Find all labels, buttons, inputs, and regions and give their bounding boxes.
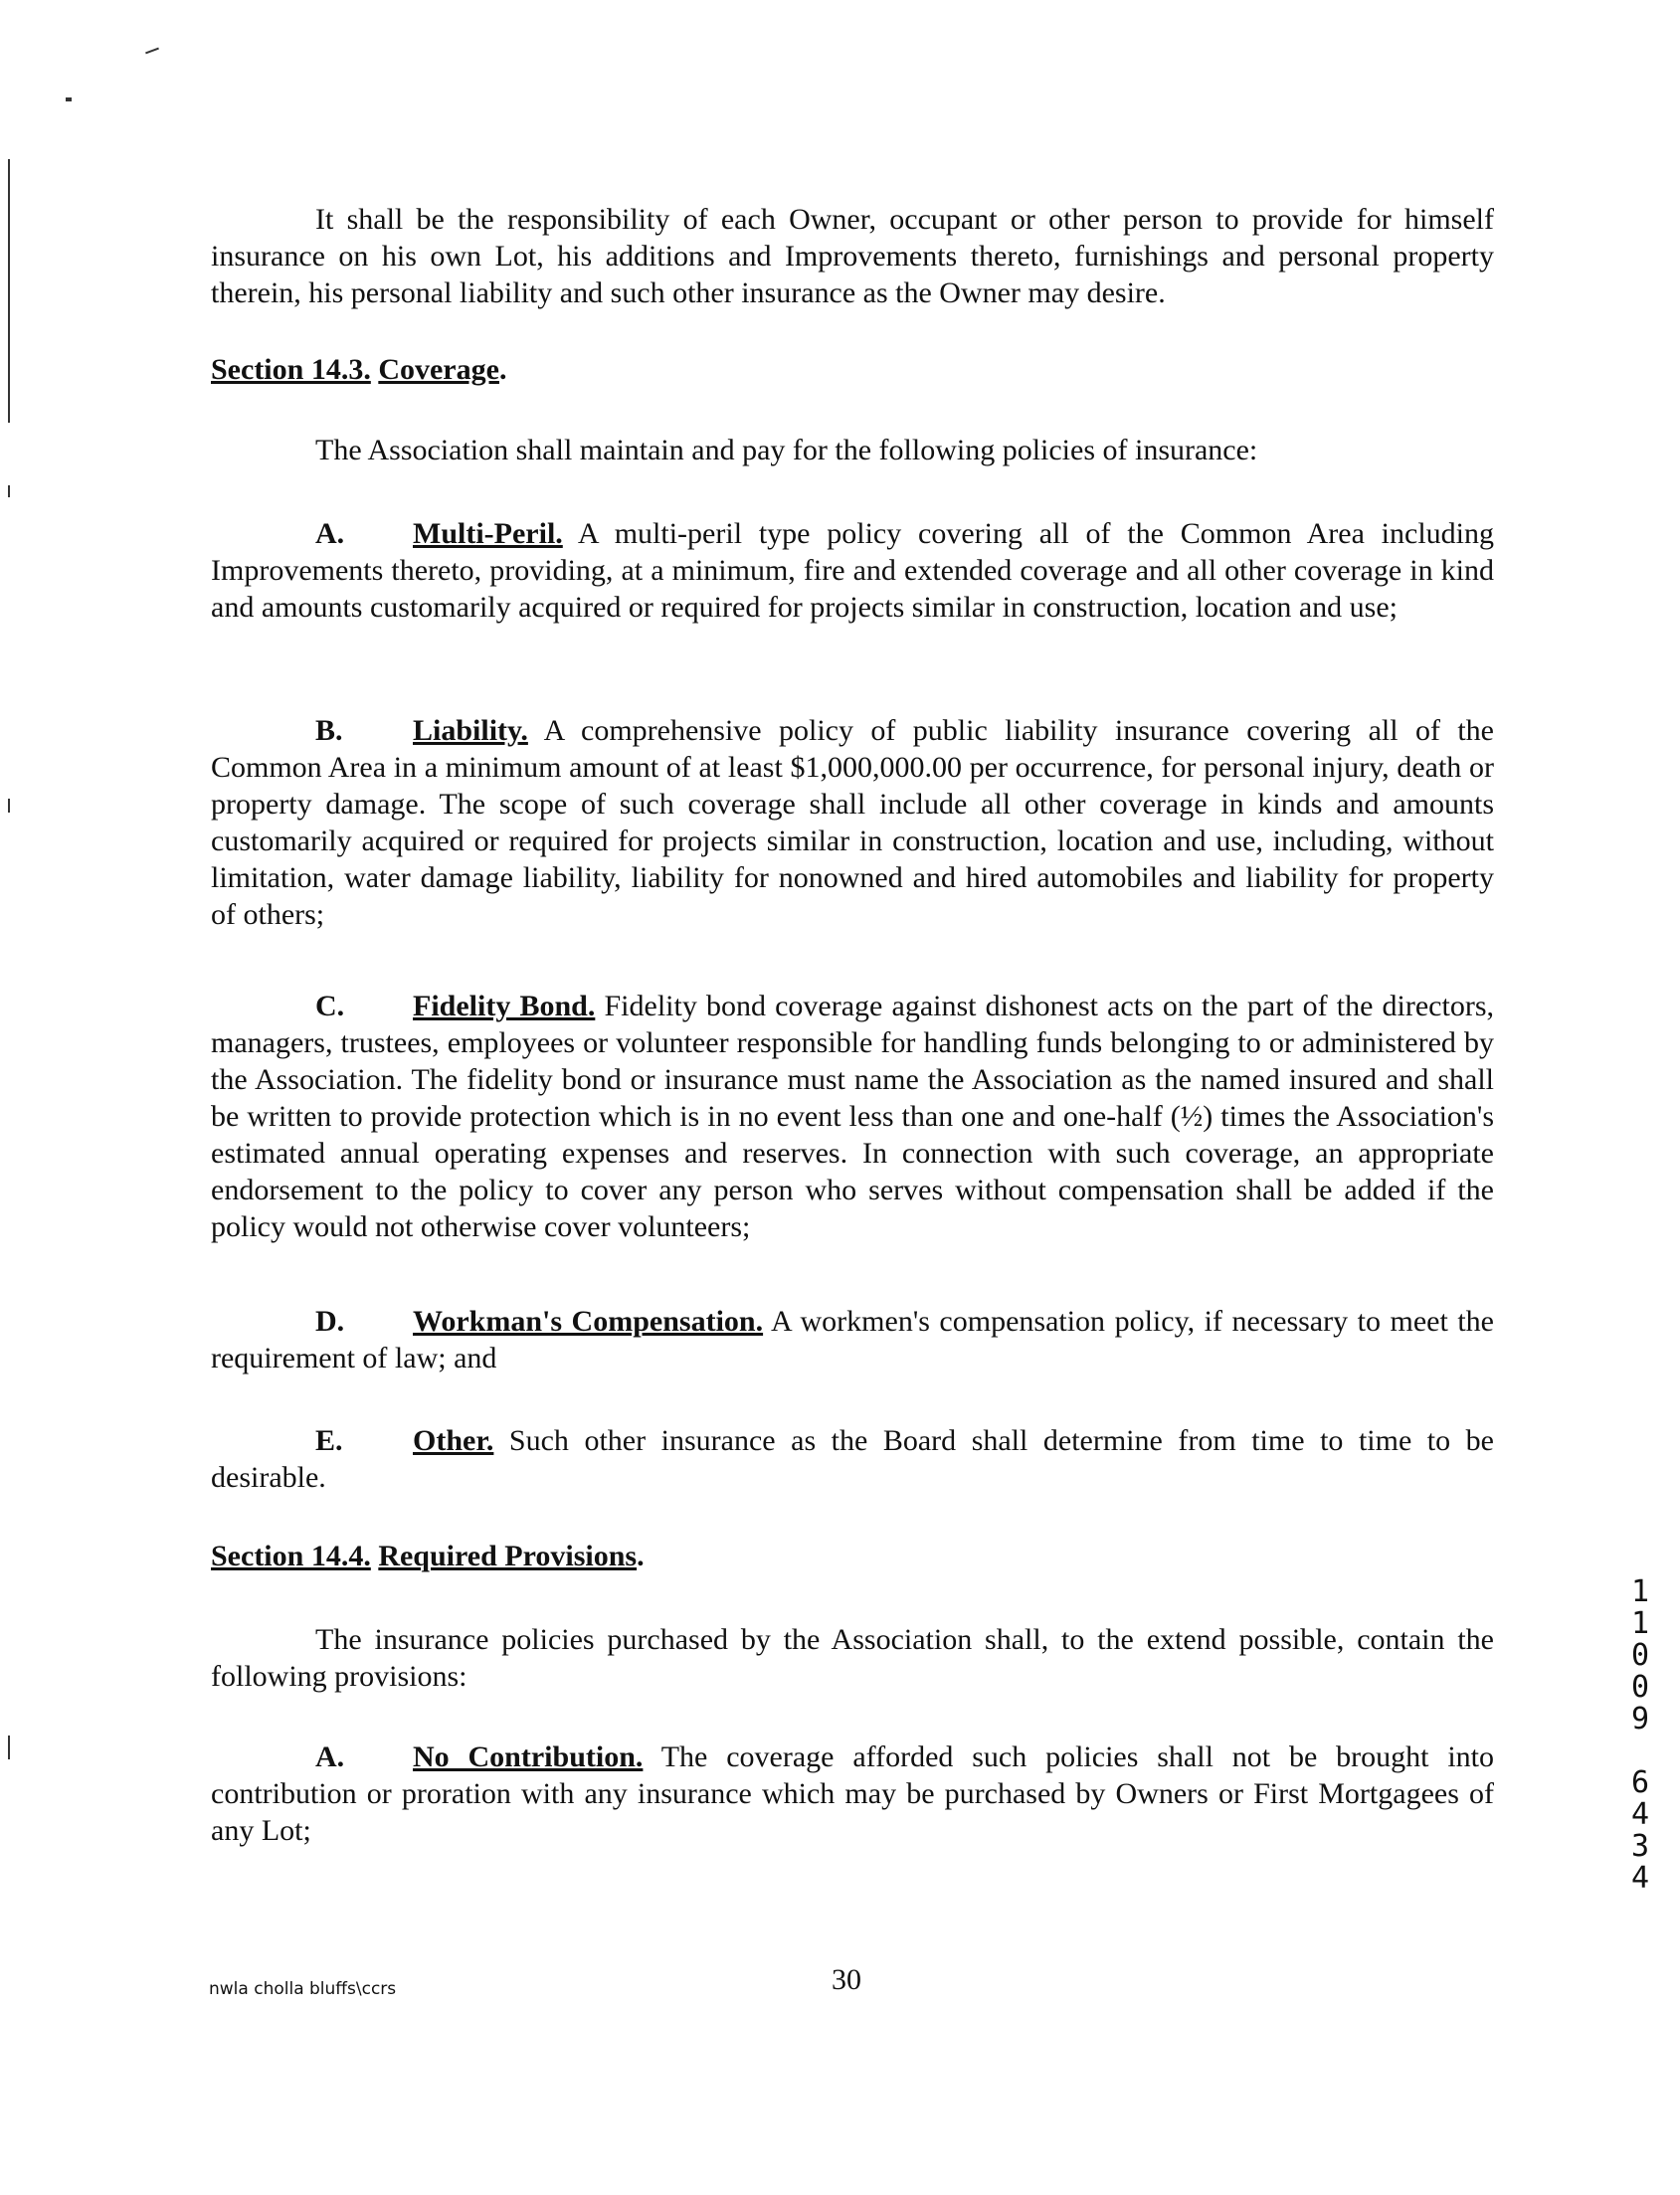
item-title: Liability. xyxy=(413,714,528,747)
item-text: A workmen's compensation policy, if necessary to meet the requirement of law; and xyxy=(211,1305,1494,1374)
section-number: Section 14.4. xyxy=(211,1540,371,1572)
stamp-gap xyxy=(1631,1736,1649,1767)
stamp-digit: 0 xyxy=(1631,1670,1650,1705)
section-number: Section 14.3. xyxy=(211,353,371,386)
item-text: A comprehensive policy of public liability insurance covering all of the Common Area in a minimum amount of at least $1,000,000.00 per occurrence, for personal injury, death or property damage. The scope of such coverage shall include all other coverage in kinds and amounts customarily acquired or required for projects similar in construction, location and use, including, without limitation, water damage liability, liability for nonowned and hired automobiles and liability for property of others; xyxy=(211,714,1494,931)
item-label: E. xyxy=(315,1424,343,1457)
stamp-digit: 6 xyxy=(1631,1765,1650,1800)
footer-file-path: nwla cholla bluffs\ccrs xyxy=(209,1979,397,1999)
stamp-digit: 1 xyxy=(1631,1574,1650,1609)
item-title: Workman's Compensation. xyxy=(413,1305,764,1338)
item-label: C. xyxy=(315,990,345,1022)
stamp-digit: 0 xyxy=(1631,1638,1650,1673)
item-text: Fidelity bond coverage against dishonest acts on the part of the directors, managers, trustees, employees or volunteer responsible for handling funds belonging to or administered by the Association. The fidelity bond or insurance must name the Association as the named insured and shall be written to provide protection which is in no event less than one and one-half (½) times the Association's estimated annual operating expenses and reserves. In connection with such coverage, an appropriate endorsement to the policy to cover any person who serves without compensation shall be added if the policy would not otherwise cover volunteers; xyxy=(211,990,1494,1243)
item-text: The coverage afforded such policies shall not be brought into contribution or proration with any insurance which may be purchased by Owners or First Mortgagees of any Lot; xyxy=(211,1740,1494,1847)
coverage-item xyxy=(211,1422,1494,1496)
section-14-3-heading: Section 14.3. Coverage. xyxy=(211,353,507,386)
item-title: Other. xyxy=(413,1424,494,1457)
item-text: A multi-peril type policy covering all of the Common Area including Improvements thereto, providing, at a minimum, fire and extended coverage and all other coverage in kind and amounts customarily acquired or required for projects similar in construction, location and use; xyxy=(211,517,1494,624)
margin-rule xyxy=(8,1736,10,1759)
item-label: B. xyxy=(315,714,343,747)
item-title: Fidelity Bond. xyxy=(413,990,596,1022)
stamp-digit: 4 xyxy=(1631,1861,1650,1896)
provision-item xyxy=(211,1738,1494,1849)
page-number: 30 xyxy=(832,1963,861,1996)
margin-rule xyxy=(8,799,10,813)
scan-speck xyxy=(145,48,159,55)
section-14-4-heading: Section 14.4. Required Provisions. xyxy=(211,1540,645,1572)
section-title: Required Provisions xyxy=(378,1540,638,1572)
item-text: Such other insurance as the Board shall determine from time to time to be desirable. xyxy=(211,1424,1494,1494)
stamp-digit: 1 xyxy=(1631,1606,1650,1641)
item-label: D. xyxy=(315,1305,345,1338)
intro-paragraph: It shall be the responsibility of each Owner, occupant or other person to provide for himself insurance on his own Lot, his additions and Improvements thereto, furnishings and personal property therein, his personal liability and such other insurance as the Owner may desire. xyxy=(211,203,1494,309)
item-title: No Contribution. xyxy=(413,1740,644,1773)
stamp-digit: 4 xyxy=(1631,1797,1650,1832)
section-title: Coverage xyxy=(378,353,499,386)
item-label: A. xyxy=(315,517,345,550)
item-title: Multi-Peril. xyxy=(413,517,563,550)
section-14-4-intro: The insurance policies purchased by the Association shall, to the extend possible, contain the following provisions: xyxy=(211,1623,1494,1693)
margin-rule xyxy=(8,485,10,497)
section-14-3-intro: The Association shall maintain and pay for the following policies of insurance: xyxy=(315,434,1258,466)
scan-speck xyxy=(66,97,72,101)
stamp-digit: 9 xyxy=(1631,1702,1650,1737)
coverage-item xyxy=(211,712,1494,933)
coverage-item xyxy=(211,1303,1494,1376)
stamp-digit: 3 xyxy=(1631,1829,1650,1864)
coverage-item xyxy=(211,988,1494,1245)
margin-rule xyxy=(8,159,10,423)
item-label: A. xyxy=(315,1740,345,1773)
recording-stamp xyxy=(1631,1576,1649,1895)
coverage-item xyxy=(211,515,1494,626)
